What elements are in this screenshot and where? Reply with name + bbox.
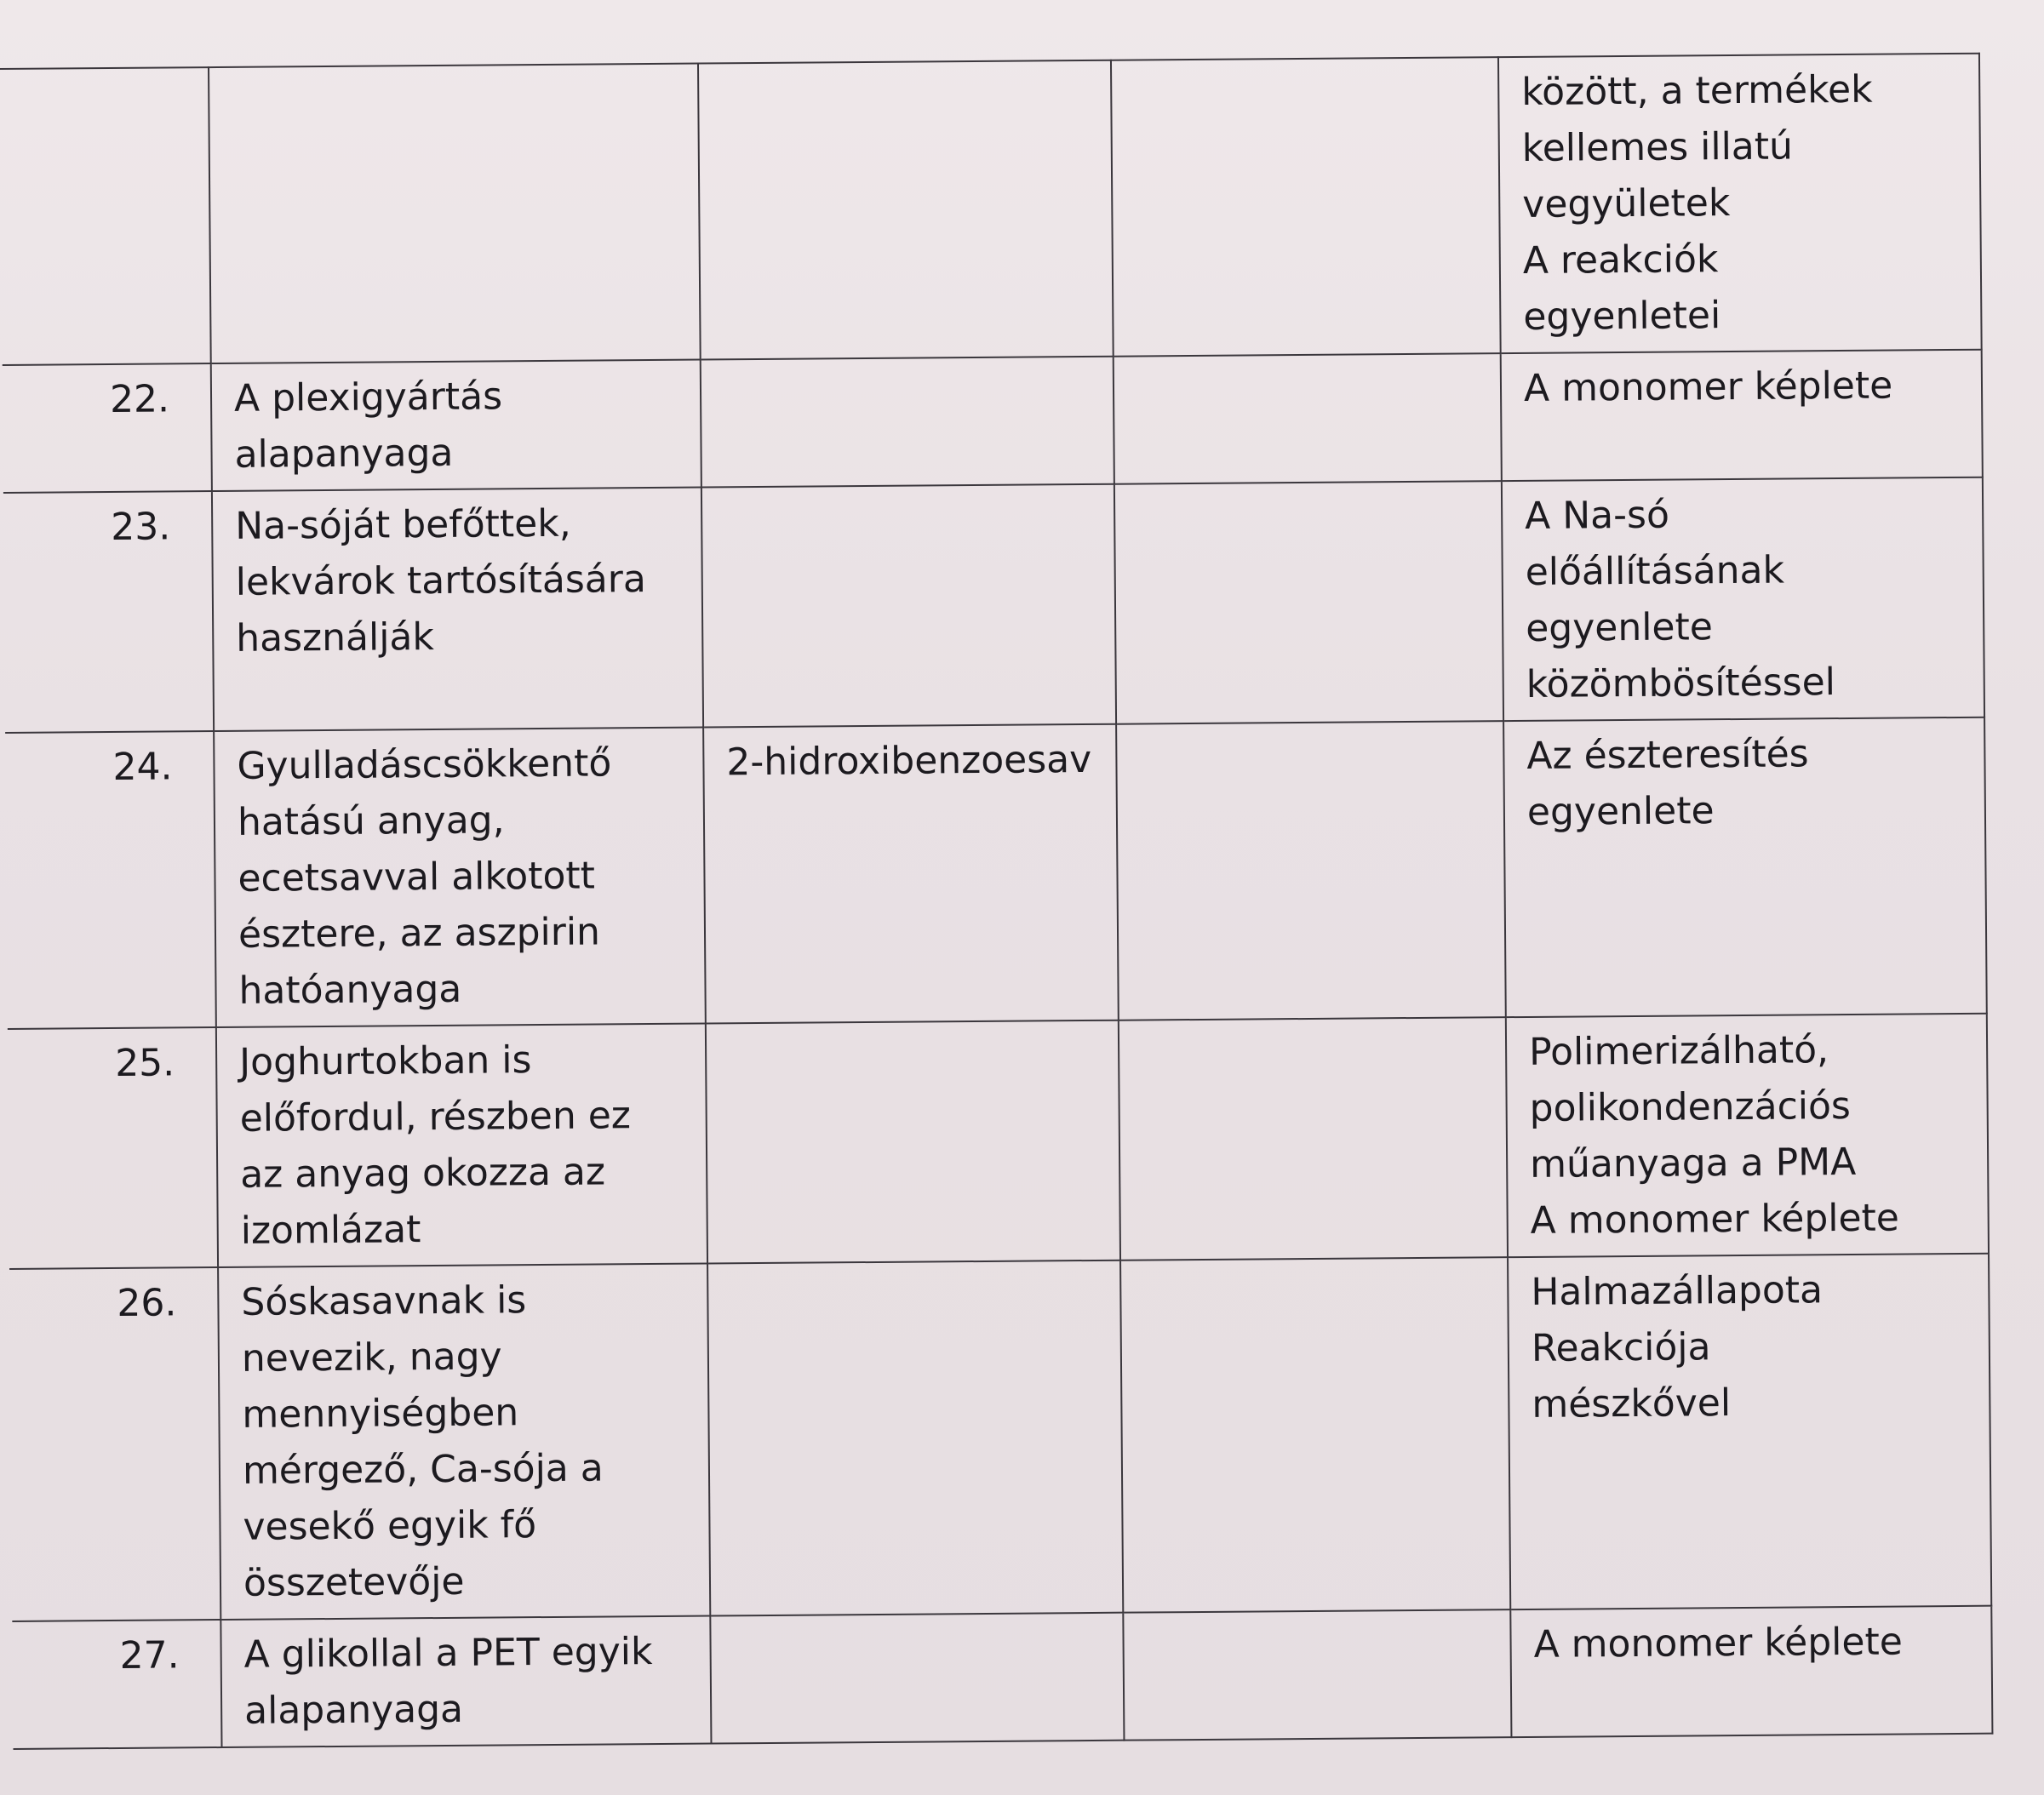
description-text: Na-sóját befőttek, lekvárok tartósítására használják [235,501,647,660]
row-number-cell [3,363,212,493]
formula-cell [1123,1609,1511,1741]
task-text: A Na-só előállításának egyenlete közömbösítéssel [1524,493,1836,706]
name-cell [710,1613,1124,1744]
row-number [22,75,167,76]
row-number-cell [8,1027,218,1269]
row-number-cell [12,1620,221,1749]
name-text: 2-hidroxibenzoesav [726,737,1092,785]
description-cell [212,488,703,732]
name-cell [698,60,1114,360]
formula-text [1139,729,1484,731]
row-number-cell [0,67,211,365]
task-cell [1498,54,1982,353]
name-cell [706,1020,1120,1264]
description-cell [214,728,706,1028]
name-text [724,492,1095,494]
row-number-cell [5,731,216,1029]
worksheet-table [0,53,1993,1750]
formula-cell [1120,1257,1510,1613]
table-row [3,350,1983,493]
description-text: Gyulladáscsökkentő hatású anyag, ecetsavval alkotott észtere, az aszpirin hatóanyaga [237,741,612,1013]
formula-cell [1114,353,1502,484]
name-cell [703,724,1119,1024]
task-cell [1508,1254,1991,1609]
row-number-cell [3,491,214,733]
task-cell [1501,350,1983,481]
formula-cell [1119,1017,1508,1261]
name-text [724,364,1094,367]
task-text: A monomer képlete [1533,1620,1904,1666]
name-text [729,1028,1099,1031]
formula-cell [1114,481,1503,724]
name-cell [701,484,1116,728]
description-cell [209,64,701,364]
formula-cell [1116,721,1506,1020]
formula-text [1146,1617,1491,1620]
description-text: A glikollal a PET egyik alapanyaga [243,1630,653,1733]
formula-text [1137,489,1482,491]
formula-text [1143,1265,1488,1267]
name-text [730,1268,1101,1271]
row-number: 23. [111,505,171,549]
task-text: Halmazállapota Reakciója mészkővel [1531,1268,1824,1426]
row-number: 25. [115,1041,175,1085]
formula-text [1137,361,1481,363]
formula-cell [1111,57,1501,357]
worksheet-sheet [0,52,2022,1733]
table-row [3,477,1984,733]
row-number: 27. [119,1633,180,1678]
description-cell [216,1024,707,1268]
table-row [12,1606,1992,1749]
table-row [8,1014,1989,1269]
table-row [5,717,1987,1029]
description-cell [220,1616,711,1748]
row-number: 26. [117,1281,177,1325]
task-text: A monomer képlete [1523,363,1893,410]
row-number: 22. [109,377,170,421]
description-cell [211,360,701,492]
description-text [232,71,678,75]
task-text: Az észteresítés egyenlete [1526,732,1809,834]
task-text: között, a termékek kellemes illatú vegyületek A reakciók egyenletei [1521,67,1873,339]
description-text: A plexigyártás alapanyaga [233,374,503,477]
name-cell [701,357,1114,488]
task-text: Polimerizálható, polikondenzációs műanyaga a PMA A monomer képlete [1528,1028,1900,1243]
description-text: Joghurtokban is előfordul, részben ez az anyag okozza az izomlázat [238,1038,632,1253]
task-cell [1510,1606,1992,1737]
formula-text [1134,65,1479,67]
formula-text [1142,1025,1486,1027]
table-row [9,1254,1991,1621]
name-text [733,1621,1103,1623]
table-row [0,54,1982,365]
name-text [721,68,1091,71]
row-number: 24. [112,745,173,789]
task-cell [1502,477,1984,721]
task-cell [1503,717,1987,1017]
row-number-cell [9,1267,220,1621]
description-cell [218,1264,710,1621]
description-text: Sóskasavnak is nevezik, nagy mennyiségben mérgező, Ca-sója a vesekő egyik fő összetevője [241,1278,604,1605]
task-cell [1506,1014,1989,1257]
name-cell [707,1261,1123,1616]
